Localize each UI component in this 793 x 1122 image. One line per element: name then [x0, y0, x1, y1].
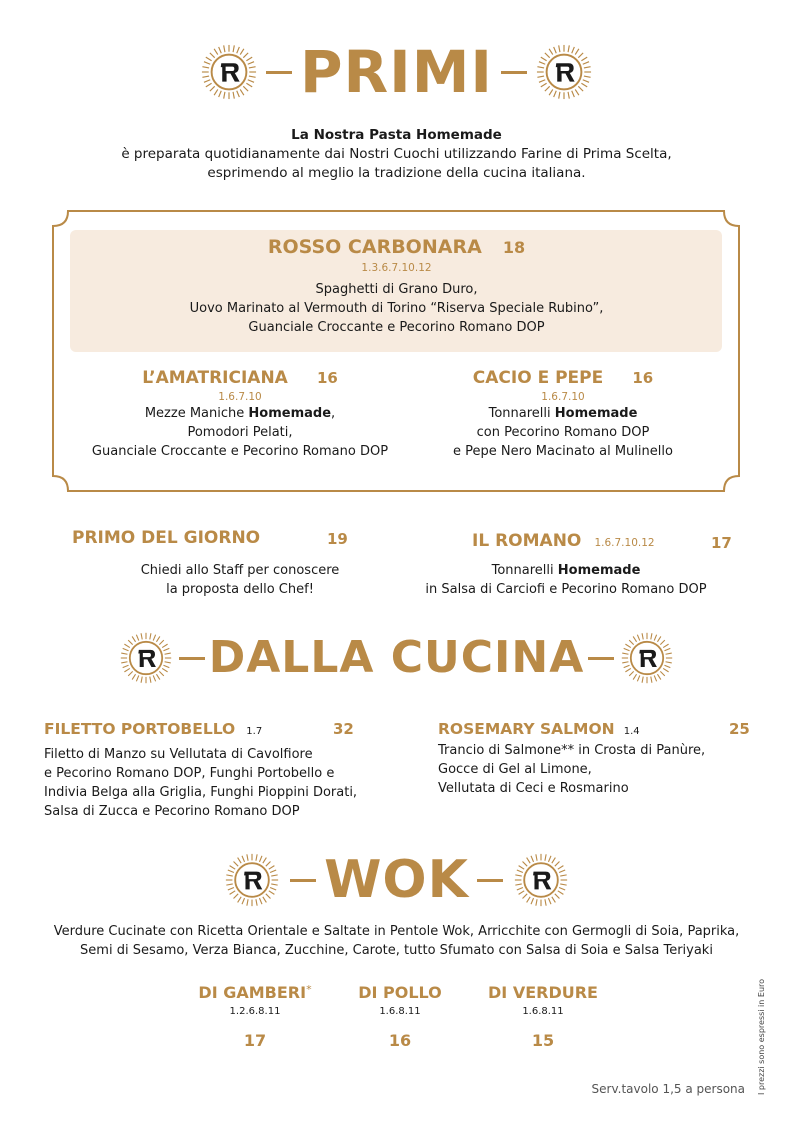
wok-title: WOK: [324, 850, 469, 910]
wok-option-price: 16: [388, 1031, 412, 1050]
dish-desc: Indivia Belga alla Griglia, Funghi Pioppini Dorati,: [44, 785, 358, 800]
dish-desc: Trancio di Salmone** in Crosta di Panùre,: [438, 743, 706, 758]
intro-line: è preparata quotidianamente dai Nostri Cuochi utilizzando Farine di Prima Scelta,: [121, 146, 672, 162]
dish-desc-bold: Homemade: [248, 406, 332, 421]
dish-desc: e Pecorino Romano DOP, Funghi Portobello e: [44, 766, 335, 781]
heading-dash: [290, 879, 316, 882]
dish-desc: Vellutata di Ceci e Rosmarino: [438, 781, 629, 796]
logo-r-sunburst-icon: [513, 852, 569, 908]
wok-option-price: 15: [531, 1031, 555, 1050]
dish-allergens: 1.4: [623, 726, 640, 737]
primi-title: PRIMI: [299, 38, 494, 106]
intro-line: esprimendo al meglio la tradizione della cucina italiana.: [207, 165, 586, 181]
dish-desc: Spaghetti di Grano Duro,: [315, 282, 478, 297]
logo-r-sunburst-icon: [535, 43, 593, 101]
dish-desc: la proposta dello Chef!: [166, 582, 314, 597]
wok-option-mark: *: [306, 983, 312, 996]
wok-heading: [0, 850, 793, 910]
dish-desc: Semi di Sesamo, Verza Bianca, Zucchine, Carote, tutto Sfumato con Salsa di Soia e Salsa Teriyaki: [80, 943, 713, 958]
wok-option-name: DI POLLO: [358, 983, 442, 1002]
dish-desc: Filetto di Manzo su Vellutata di Cavolfiore: [44, 747, 313, 762]
dish-desc: Tonnarelli: [491, 563, 558, 578]
salmon-desc: [438, 741, 705, 798]
wok-option-name: DI VERDURE: [488, 983, 598, 1002]
dish-desc: Gocce di Gel al Limone,: [438, 762, 592, 777]
dish-desc: Chiedi allo Staff per conoscere: [140, 563, 340, 578]
wok-option: [340, 983, 460, 1050]
dish-desc: Verdure Cucinate con Ricetta Orientale e Saltate in Pentole Wok, Arricchite con Germogli di Soia, Paprika,: [53, 924, 740, 939]
dish-allergens: 1.6.7.10: [541, 391, 585, 403]
dish-desc: Uovo Marinato al Vermouth di Torino “Riserva Speciale Rubino”,: [189, 301, 604, 316]
dish-name: CACIO E PEPE: [472, 368, 604, 388]
cacio-e-pepe-item: [408, 368, 718, 461]
dish-desc: ,: [331, 406, 336, 421]
wok-option: [478, 983, 608, 1050]
primo-del-giorno-name: PRIMO DEL GIORNO: [72, 528, 261, 548]
cucina-heading: [0, 628, 793, 688]
il-romano-price: 17: [711, 534, 732, 552]
logo-r-sunburst-icon: [224, 852, 280, 908]
dish-price: 16: [632, 369, 654, 387]
dish-allergens: 1.6.7.10: [218, 391, 262, 403]
service-note: Serv.tavolo 1,5 a persona: [591, 1082, 745, 1096]
primo-del-giorno-desc: [40, 561, 440, 599]
wok-option-allergens: 1.6.8.11: [379, 1006, 421, 1017]
dish-name: FILETTO PORTOBELLO: [44, 720, 236, 738]
dish-desc-bold: Homemade: [557, 563, 641, 578]
il-romano-header: [472, 531, 655, 551]
heading-dash: [501, 71, 527, 74]
dish-allergens: 1.3.6.7.10.12: [361, 262, 432, 274]
dish-allergens: 1.6.7.10.12: [594, 537, 655, 549]
dish-name: L’AMATRICIANA: [142, 368, 288, 388]
dish-price: 16: [316, 369, 338, 387]
heading-dash: [179, 657, 205, 660]
wok-option-name: DI GAMBERI: [198, 983, 307, 1002]
dish-desc: Tonnarelli: [488, 406, 555, 421]
intro-title: La Nostra Pasta Homemade: [291, 127, 502, 143]
dish-desc: Pomodori Pelati,: [187, 425, 293, 440]
dish-desc: Salsa di Zucca e Pecorino Romano DOP: [44, 804, 300, 819]
filetto-desc: [44, 745, 357, 821]
dish-name: ROSSO CARBONARA: [267, 236, 482, 258]
dish-desc-bold: Homemade: [554, 406, 638, 421]
amatriciana-item: [60, 368, 420, 461]
wok-option: [180, 983, 330, 1050]
logo-r-sunburst-icon: [200, 43, 258, 101]
dish-price: 18: [502, 238, 526, 257]
cucina-title: DALLA CUCINA: [208, 632, 585, 683]
wok-desc: [0, 922, 793, 960]
salmon-price: 25: [729, 720, 750, 738]
primo-del-giorno-price: 19: [327, 530, 348, 548]
dish-desc: con Pecorino Romano DOP: [476, 425, 650, 440]
rosso-carbonara-item: [0, 236, 793, 337]
heading-dash: [588, 657, 614, 660]
il-romano-desc: [400, 561, 732, 599]
dish-name: IL ROMANO: [472, 531, 582, 551]
primi-intro: [0, 126, 793, 183]
wok-option-allergens: 1.6.8.11: [522, 1006, 564, 1017]
dish-desc: in Salsa di Carciofi e Pecorino Romano DOP: [425, 582, 707, 597]
dish-desc: e Pepe Nero Macinato al Mulinello: [453, 444, 673, 459]
dish-desc: Guanciale Croccante e Pecorino Romano DOP: [248, 320, 545, 335]
wok-option-allergens: 1.2.6.8.11: [229, 1006, 281, 1017]
wok-option-price: 17: [243, 1031, 267, 1050]
dish-allergens: 1.7: [246, 726, 263, 737]
logo-r-sunburst-icon: [119, 631, 173, 685]
heading-dash: [477, 879, 503, 882]
primi-heading: [0, 40, 793, 104]
price-note-vertical: I prezzi sono espressi in Euro: [757, 978, 766, 1095]
filetto-price: 32: [333, 720, 354, 738]
heading-dash: [266, 71, 292, 74]
logo-r-sunburst-icon: [620, 631, 674, 685]
dish-desc: Guanciale Croccante e Pecorino Romano DOP: [91, 444, 389, 459]
filetto-header: [44, 719, 262, 738]
dish-name: ROSEMARY SALMON: [438, 720, 615, 738]
salmon-header: [438, 719, 640, 738]
dish-desc: Mezze Maniche: [144, 406, 249, 421]
